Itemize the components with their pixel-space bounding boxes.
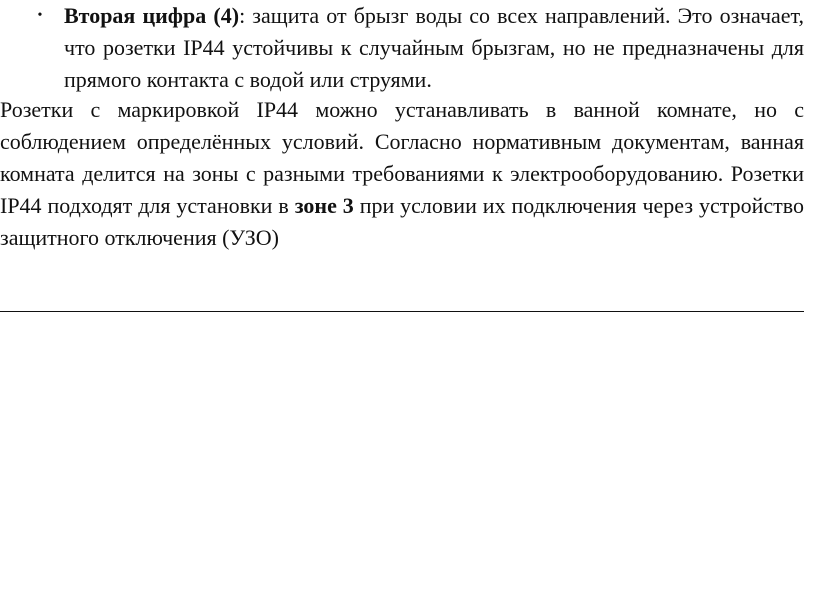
paragraph-text-start: Розетки с маркировкой IP44 можно устанавливать в ванной комнате, но с соблюдением определённых условий. Согласно нормативным документам, ванная комната делится на зоны с разными требованиями к электрооборудованию. Розетки IP44 подходят для установки в bbox=[0, 97, 804, 218]
horizontal-rule bbox=[0, 311, 804, 312]
paragraph-bold-zone: зоне 3 bbox=[294, 193, 354, 218]
bullet-bold-lead: Вторая цифра (4) bbox=[64, 3, 240, 28]
body-paragraph bbox=[0, 94, 804, 254]
bullet-body: : защита от брызг воды со всех направлений. Это означает, что розетки IP44 устойчивы к случайным брызгам, но не предназначены для прямого контакта с водой или струями. bbox=[64, 3, 804, 92]
bullet-text bbox=[64, 0, 804, 96]
bullet-marker: • bbox=[37, 8, 43, 23]
paragraph-text-end: при условии их подключения через устройство защитного отключения (УЗО) bbox=[0, 193, 804, 250]
